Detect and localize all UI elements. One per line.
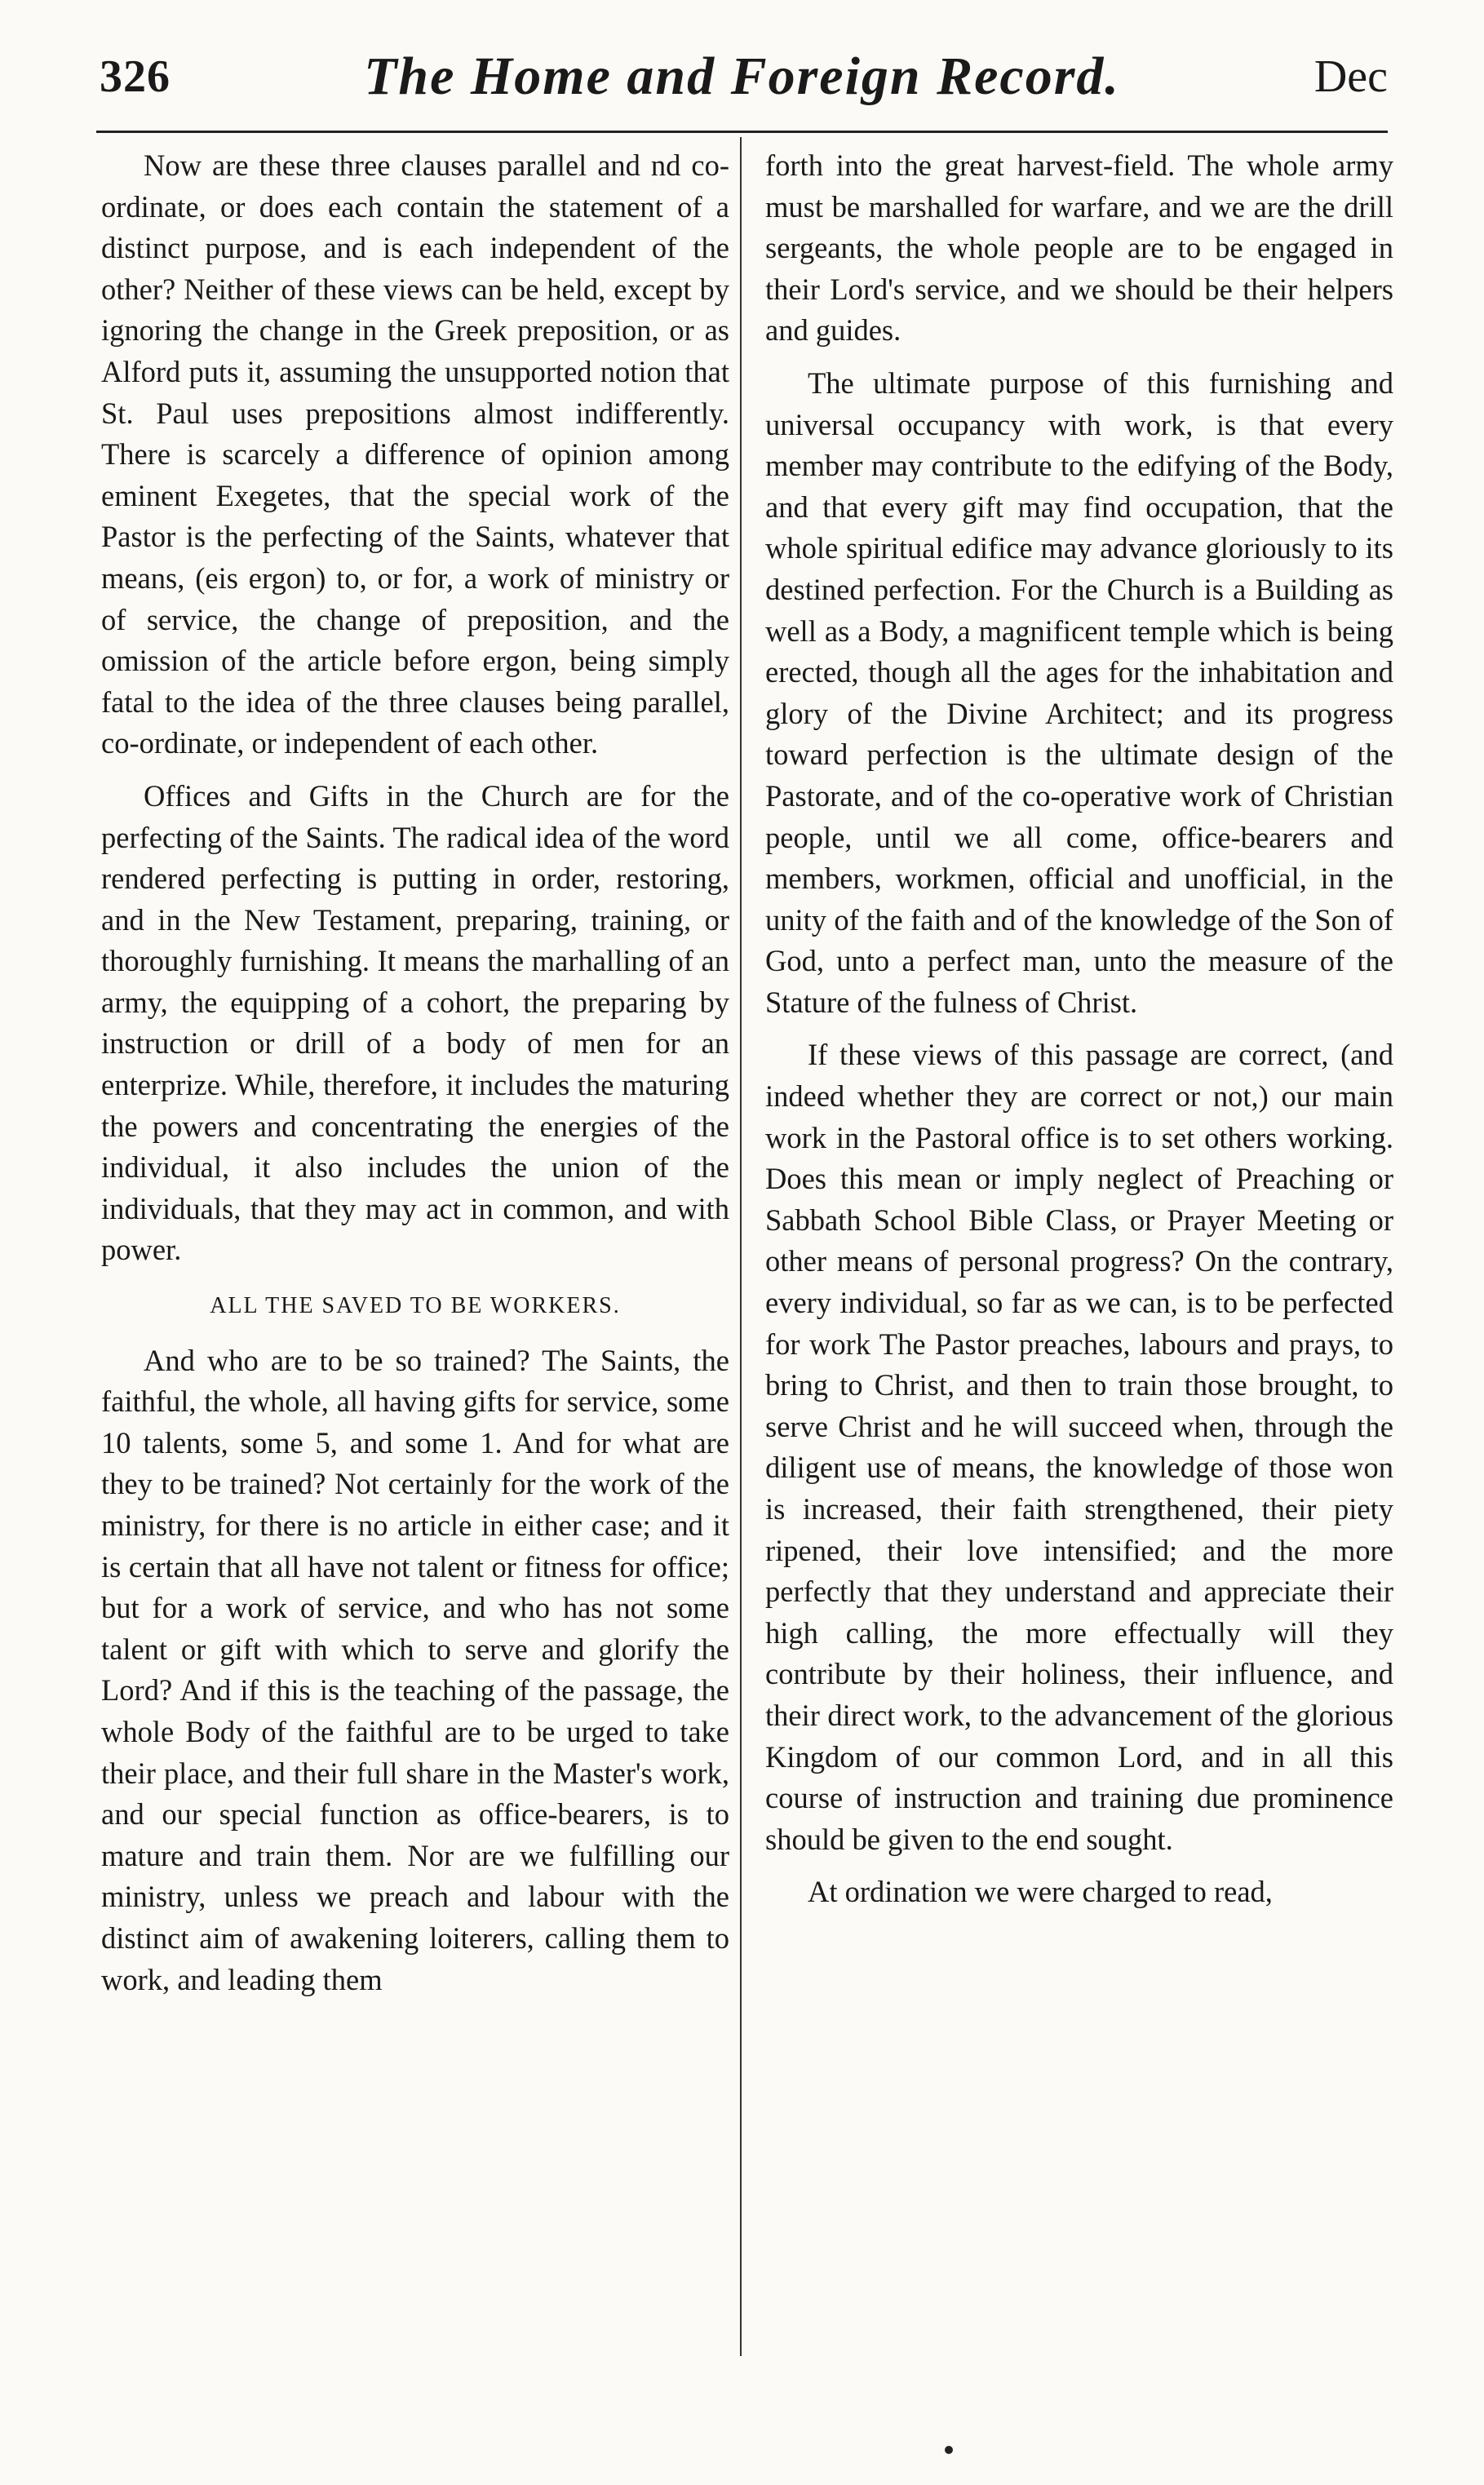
paragraph: At ordination we were charged to read, bbox=[808, 1875, 1273, 1909]
page-header bbox=[0, 47, 1484, 140]
ink-mark bbox=[945, 2446, 953, 2454]
column-divider bbox=[740, 137, 742, 2356]
running-month: Dec bbox=[1313, 51, 1388, 102]
paragraph: Now are these three clauses parallel and nd co-ordinate, or does each contain the statement of a distinct purpose, and is each independent of the other? Neither of these views can be held, except by ignoring the change in the Greek preposition, or as Alford puts it, assuming the unsupported notion that St. Paul uses prepositions almost indifferently. There is scarcely a difference of opinion among eminent Exegetes, that the special work of the Pastor is the perfecting of the Saints, whatever that means, (eis ergon) to, or for, a work of ministry or of service, the change of preposition, and the omission of the article before ergon, being simply fatal to the idea of the three clauses being parallel, co-ordinate, or independent of each other. bbox=[101, 148, 729, 760]
paragraph: If these views of this passage are correct, (and indeed whether they are correct or not,) our main work in the Pastoral office is to set others working. Does this mean or imply neglect of Preaching or Sabbath School Bible Class, or Prayer Meeting or other means of personal progress? On the contrary, every individual, so far as we can, is to be perfected for work The Pastor preaches, labours and prays, to bring to Christ, and then to train those brought, to serve Christ and he will succeed when, through the diligent use of means, the knowledge of those won is increased, their faith strengthened, their piety ripened, their love intensified; and the more perfectly that they understand and appreciate their high calling, the more effectually will they contribute by their holiness, their influence, and their direct work, to the advancement of the glorious Kingdom of our common Lord, and in all this course of instruction and training due prominence should be given to the end sought. bbox=[765, 1038, 1393, 1856]
page-number: 326 bbox=[100, 51, 171, 102]
header-rule bbox=[96, 131, 1388, 133]
left-column bbox=[101, 145, 729, 2012]
section-heading: ALL THE SAVED TO BE WORKERS. bbox=[210, 1293, 621, 1319]
paragraph: Offices and Gifts in the Church are for the perfecting of the Saints. The radical idea of the word rendered perfecting is putting in order, restoring, and in the New Testament, preparing, training, or thoroughly furnishing. It means the marhalling of an army, the equipping of a cohort, the preparing by instruction or drill of a body of men for an enterprize. While, therefore, it includes the maturing the powers and concentrating the energies of the individual, it also includes the union of the individuals, that they may act in common, and with power. bbox=[101, 778, 729, 1267]
right-column bbox=[765, 145, 1393, 1925]
paragraph: The ultimate purpose of this furnishing and universal occupancy with work, is that every member may contribute to the edifying of the Body, and that every gift may find occupation, that the whole spiritual edifice may advance gloriously to its destined perfection. For the Church is a Building as well as a Body, a magnificent temple which is being erected, though all the ages for the inhabitation and glory of the Divine Architect; and its progress toward perfection is the ultimate design of the Pastorate, and of the co-operative work of Christian people, until we all come, office-bearers and members, workmen, official and unofficial, in the unity of the faith and of the knowledge of the Son of God, unto a perfect man, unto the measure of the Stature of the fulness of Christ. bbox=[765, 365, 1393, 1019]
paragraph: forth into the great harvest-field. The whole army must be marshalled for warfare, and we are the drill sergeants, the whole people are to be engaged in their Lord's service, and we should be their helpers and guides. bbox=[765, 148, 1393, 348]
running-title: The Home and Foreign Record. bbox=[364, 47, 1120, 106]
paragraph: And who are to be so trained? The Saints, the faithful, the whole, all having gifts for service, some 10 talents, some 5, and some 1. And for what are they to be trained? Not certainly for the work of the ministry, for there is no article in either case; and it is certain that all have not talent or fitness for office; but for a work of service, and who has not some talent or gift with which to serve and glorify the Lord? And if this is the teaching of the passage, the whole Body of the faithful are to be urged to take their place, and their full share in the Master's work, and our special function as office-bearers, is to mature and train them. Nor are we fulfilling our ministry, unless we preach and labour with the distinct aim of awakening loiterers, calling them to work, and leading them bbox=[101, 1343, 729, 1996]
